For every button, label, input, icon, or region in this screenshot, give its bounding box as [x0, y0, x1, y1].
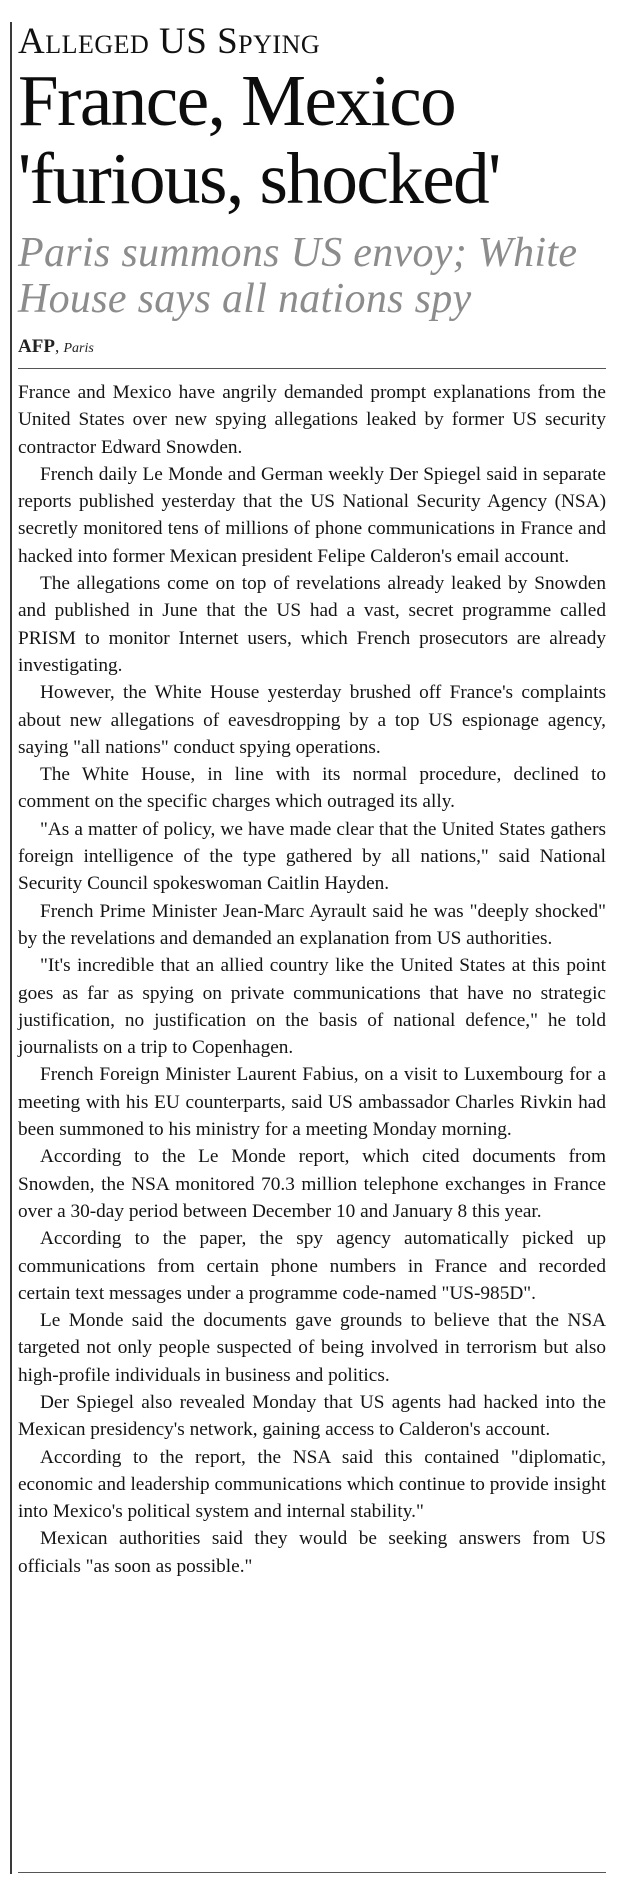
paragraph: According to the Le Monde report, which cited documents from Snowden, the NSA monitored 70.3 million telephone exchanges in France over a 30-day period between December 10 and January 8 this year.: [18, 1146, 606, 1222]
article-body: [18, 379, 606, 1580]
paragraph: According to the paper, the spy agency automatically picked up communications from certain phone numbers in France and recorded certain text messages under a programme code-named "US-985D".: [18, 1228, 606, 1304]
headline-line-1: France, Mexico: [18, 60, 456, 141]
byline-place: Paris: [63, 341, 94, 356]
paragraph: "As a matter of policy, we have made clear that the United States gathers foreign intelligence of the type gathered by all nations," said National Security Council spokeswoman Caitlin Hayden.: [18, 818, 606, 895]
byline-agency: AFP: [18, 336, 55, 357]
byline: AFP, Paris: [18, 336, 94, 357]
paragraph: French Prime Minister Jean-Marc Ayrault said he was "deeply shocked" by the revelations and demanded an explanation from US authorities.: [18, 900, 606, 949]
paragraph: Der Spiegel also revealed Monday that US agents had hacked into the Mexican presidency's network, gaining access to Calderon's account.: [18, 1391, 606, 1441]
article-kicker: Alleged US Spying: [18, 21, 321, 62]
paragraph: According to the report, the NSA said this contained "diplomatic, economic and leadership communications which continue to provide insight into Mexico's political system and internal stability.": [18, 1446, 606, 1523]
article-content: [18, 22, 606, 1580]
left-column-rule: [10, 22, 12, 1874]
paragraph: However, the White House yesterday brushed off France's complaints about new allegations of eavesdropping by a top US espionage agency, saying "all nations" conduct spying operations.: [18, 682, 606, 758]
paragraph: French Foreign Minister Laurent Fabius, on a visit to Luxembourg for a meeting with his EU counterparts, said US ambassador Charles Rivkin had been summoned to his ministry for a meeting Monday morning.: [18, 1064, 606, 1141]
paragraph: Mexican authorities said they would be seeking answers from US officials "as soon as possible.": [18, 1528, 606, 1577]
byline-rule: [18, 368, 606, 369]
paragraph: French daily Le Monde and German weekly Der Spiegel said in separate reports published yesterday that the US National Security Agency (NSA) secretly monitored tens of millions of phone communications in France and hacked into former Mexican president Felipe Calderon's email account.: [18, 463, 606, 567]
paragraph: "It's incredible that an allied country like the United States at this point goes as far as spying on private communications that have no strategic justification, no justification on the basis of national defence," he told journalists on a trip to Copenhagen.: [18, 955, 606, 1059]
paragraph: The allegations come on top of revelations already leaked by Snowden and published in June that the US had a vast, secret programme called PRISM to monitor Internet users, which French prosecutors are already investigating.: [18, 573, 606, 676]
paragraph: France and Mexico have angrily demanded prompt explanations from the United States over new spying allegations leaked by former US security contractor Edward Snowden.: [18, 382, 606, 458]
paragraph: Le Monde said the documents gave grounds to believe that the NSA targeted not only people suspected of being involved in terrorism but also high-profile individuals in business and politics.: [18, 1310, 606, 1386]
headline-line-2: 'furious, shocked': [18, 138, 500, 219]
paragraph: The White House, in line with its normal procedure, declined to comment on the specific charges which outraged its ally.: [18, 764, 606, 813]
bottom-rule: [18, 1872, 606, 1873]
article-deck: Paris summons US envoy; White House says all nations spy: [18, 230, 578, 322]
